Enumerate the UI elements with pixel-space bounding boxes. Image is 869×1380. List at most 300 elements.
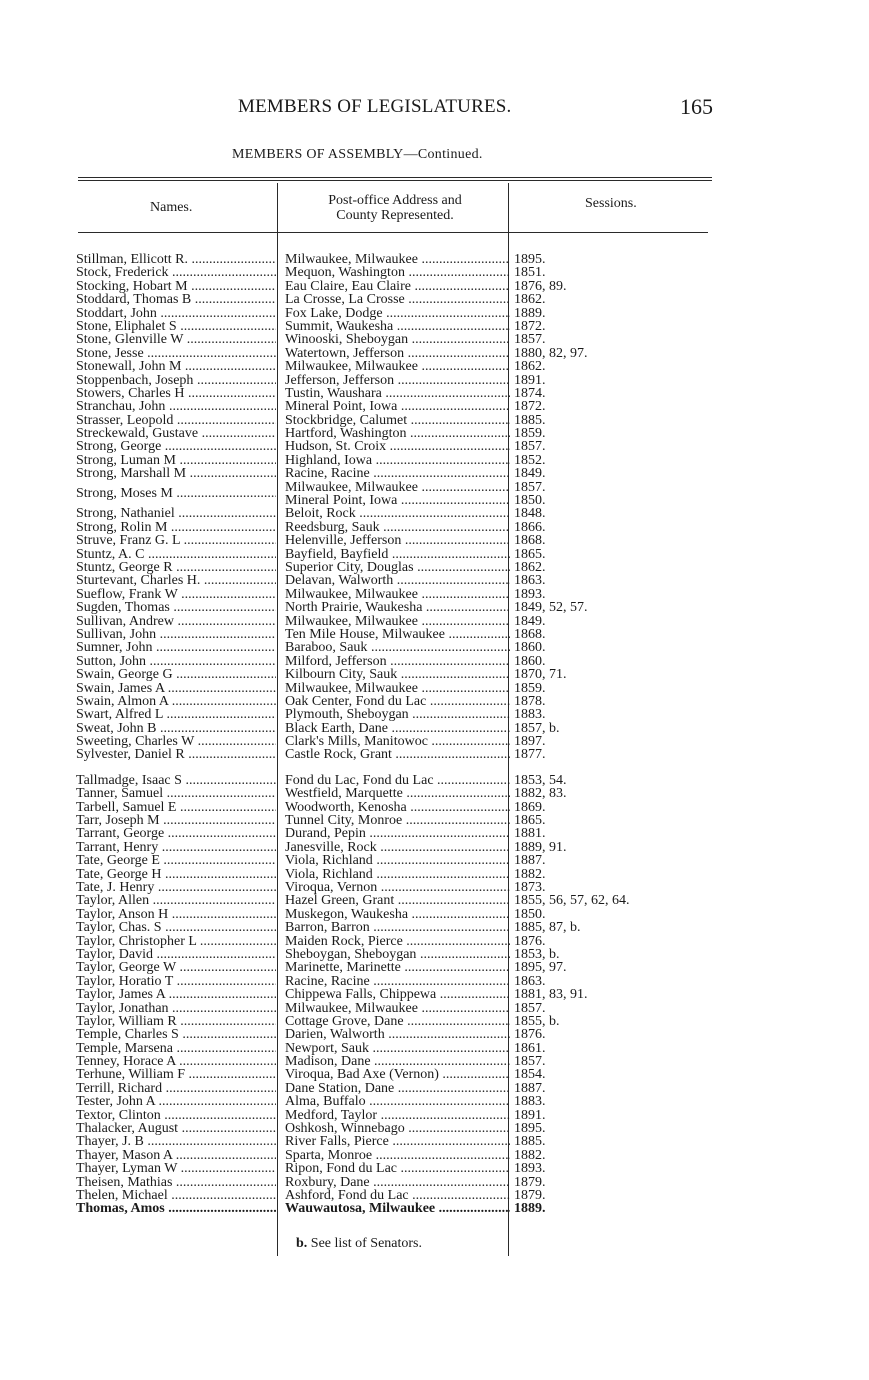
member-name: Swain, James A ..... (76, 682, 276, 695)
member-sessions: 1883. (514, 708, 546, 722)
top-rule (78, 177, 712, 178)
member-name: Theisen, Mathias ..... (76, 1176, 276, 1189)
member-name: Streckewald, Gustave ..... (76, 427, 276, 440)
member-name: Terhune, William F ..... (76, 1068, 276, 1081)
member-name: Thalacker, August ..... (76, 1122, 276, 1135)
table-row (76, 1109, 716, 1122)
table-row (76, 1189, 716, 1202)
member-name: Thayer, Mason A ..... (76, 1149, 276, 1162)
table-row (76, 708, 716, 721)
member-name: Stoppenbach, Joseph ..... (76, 374, 276, 387)
member-name: Temple, Charles S ..... (76, 1028, 276, 1041)
member-name: Sumner, John ..... (76, 641, 276, 654)
member-name: Stone, Glenville W ..... (76, 333, 276, 346)
member-sessions: 1868. (514, 534, 546, 548)
table-row (76, 266, 716, 279)
member-name: Struve, Franz G. L ..... (76, 534, 276, 547)
page-number: 165 (680, 94, 713, 119)
member-sessions: 1873. (514, 880, 546, 895)
table-row (76, 521, 716, 534)
table-row (76, 1055, 716, 1068)
member-sessions: 1895, 97. (514, 961, 567, 975)
member-name: Sugden, Thomas ..... (76, 601, 276, 614)
member-address: Watertown, Jefferson ..... (285, 347, 510, 360)
member-address: Milwaukee, Milwaukee ..... (285, 481, 510, 494)
table-row (76, 841, 716, 854)
member-name: Taylor, Jonathan ..... (76, 1002, 276, 1015)
member-address: Plymouth, Sheboygan ..... (285, 708, 510, 721)
column-header-names: Names. (150, 200, 193, 215)
member-name: Temple, Marsena ..... (76, 1042, 276, 1055)
member-sessions: 1852. (514, 453, 546, 468)
member-address: Durand, Pepin ..... (285, 827, 510, 840)
member-sessions: 1870, 71. (514, 668, 567, 682)
member-name: Thelen, Michael ..... (76, 1189, 276, 1202)
member-address: Racine, Racine ..... (285, 975, 510, 988)
column-header-address (284, 193, 506, 223)
table-row (76, 921, 716, 934)
member-address: Delavan, Walworth ..... (285, 574, 510, 587)
member-name: Textor, Clinton ..... (76, 1109, 276, 1122)
member-address: Oak Center, Fond du Lac ..... (285, 695, 510, 708)
table-row (76, 1162, 716, 1175)
member-sessions: 1853, 54. (514, 773, 567, 788)
member-sessions: 1879. (514, 1188, 546, 1203)
member-sessions: 1857, b. (514, 721, 560, 736)
member-sessions: 1897. (514, 735, 546, 749)
member-name: Tanner, Samuel ..... (76, 787, 276, 800)
table-row (76, 574, 716, 587)
member-address: Muskegon, Waukesha ..... (285, 908, 510, 921)
footnote (296, 1236, 422, 1252)
member-sessions: 1883. (514, 1095, 546, 1109)
member-address: Woodworth, Kenosha ..... (285, 801, 510, 814)
table-row (76, 948, 716, 961)
member-sessions: 1877. (514, 748, 546, 762)
member-sessions: 1857. (514, 1001, 546, 1015)
table-row (76, 320, 716, 333)
member-name: Tarrant, Henry ..... (76, 841, 276, 854)
member-name: Strong, George ..... (76, 440, 276, 453)
table-row (76, 454, 716, 467)
table-row (76, 827, 716, 840)
table-row (76, 1068, 716, 1081)
member-name: Sylvester, Daniel R ..... (76, 748, 276, 761)
table-row (76, 414, 716, 427)
member-name: Tarr, Joseph M ..... (76, 814, 276, 827)
member-sessions: 1889, 91. (514, 840, 567, 855)
member-sessions: 1859. (514, 681, 546, 695)
table-row (76, 1202, 716, 1215)
member-name: Stuntz, George R ..... (76, 561, 276, 574)
table-row (76, 1015, 716, 1028)
member-address: Highland, Iowa ..... (285, 454, 510, 467)
member-address: Newport, Sauk ..... (285, 1042, 510, 1055)
member-address: Milwaukee, Milwaukee ..... (285, 682, 510, 695)
member-name: Strong, Moses M ..... (76, 487, 276, 500)
member-name: Taylor, David ..... (76, 948, 276, 961)
member-address: Helenville, Jefferson ..... (285, 534, 510, 547)
table-row (76, 1002, 716, 1015)
member-address: Kilbourn City, Sauk ..... (285, 668, 510, 681)
member-name: Taylor, George W ..... (76, 961, 276, 974)
member-name: Sweeting, Charles W ..... (76, 735, 276, 748)
member-address: Oshkosh, Winnebago ..... (285, 1122, 510, 1135)
table-row (76, 1042, 716, 1055)
member-address: Milwaukee, Milwaukee ..... (285, 360, 510, 373)
table-row (76, 1095, 716, 1108)
member-sessions: 1854. (514, 1068, 546, 1082)
member-address: Stockbridge, Calumet ..... (285, 414, 510, 427)
member-sessions: 1889. (514, 1202, 546, 1216)
member-sessions: 1893. (514, 587, 546, 602)
table-row (76, 748, 716, 761)
member-address: Cottage Grove, Dane ..... (285, 1015, 510, 1028)
member-sessions: 1868. (514, 627, 546, 642)
member-name: Taylor, Horatio T ..... (76, 975, 276, 988)
member-name: Swart, Alfred L ..... (76, 708, 276, 721)
member-name: Strong, Marshall M ..... (76, 467, 276, 480)
member-name: Sweat, John B ..... (76, 722, 276, 735)
member-name: Stonewall, John M ..... (76, 360, 276, 373)
member-name: Strasser, Leopold ..... (76, 414, 276, 427)
member-sessions: 1872. (514, 319, 546, 334)
column-header-sessions: Sessions. (585, 196, 637, 211)
member-sessions: 1857. (514, 333, 546, 347)
table-row (76, 360, 716, 373)
member-name: Stone, Jesse ..... (76, 347, 276, 360)
member-sessions: 1876. (514, 1028, 546, 1042)
member-sessions: 1862. (514, 360, 546, 374)
member-address: North Prairie, Waukesha ..... (285, 601, 510, 614)
table-row (76, 548, 716, 561)
member-sessions: 1859. (514, 427, 546, 441)
member-name: Stranchau, John ..... (76, 400, 276, 413)
member-name: Terrill, Richard ..... (76, 1082, 276, 1095)
members-group-2 (76, 507, 716, 761)
member-sessions: 1872. (514, 400, 546, 414)
member-name: Taylor, Christopher L ..... (76, 935, 276, 948)
member-name: Strong, Nathaniel ..... (76, 507, 276, 520)
member-name: Tate, George E ..... (76, 854, 276, 867)
member-sessions: 1857. (514, 479, 546, 495)
member-name: Strong, Luman M ..... (76, 454, 276, 467)
table-row (76, 615, 716, 628)
running-header: MEMBERS OF LEGISLATURES. (238, 96, 512, 117)
member-name: Tallmadge, Isaac S ..... (76, 774, 276, 787)
table-row (76, 641, 716, 654)
member-sessions: 1857. (514, 1055, 546, 1069)
member-sessions: 1889. (514, 306, 546, 320)
table-row (76, 1176, 716, 1189)
member-sessions: 1880, 82, 97. (514, 346, 588, 361)
table-row (76, 854, 716, 867)
member-address: Sheboygan, Sheboygan ..... (285, 948, 510, 961)
member-address: Mequon, Washington ..... (285, 266, 510, 279)
member-address: Hartford, Washington ..... (285, 427, 510, 440)
member-name: Stoddard, Thomas B ..... (76, 293, 276, 306)
table-row (76, 1122, 716, 1135)
section-title: MEMBERS OF ASSEMBLY—Continued. (232, 147, 483, 162)
table-row (76, 467, 716, 480)
member-name: Sutton, John ..... (76, 655, 276, 668)
member-address: Roxbury, Dane ..... (285, 1176, 510, 1189)
table-row (76, 894, 716, 907)
member-address: Viroqua, Bad Axe (Vernon) ..... (285, 1068, 510, 1081)
member-name: Sullivan, John ..... (76, 628, 276, 641)
member-address: Sparta, Monroe ..... (285, 1149, 510, 1162)
table-row (76, 668, 716, 681)
member-address: Racine, Racine ..... (285, 467, 510, 480)
table-row (76, 722, 716, 735)
top-rule-double (78, 180, 712, 181)
member-address: River Falls, Pierce ..... (285, 1135, 510, 1148)
member-address: Summit, Waukesha ..... (285, 320, 510, 333)
member-sessions: 1849. (514, 614, 546, 628)
member-sessions: 1869. (514, 800, 546, 815)
member-name: Tester, John A ..... (76, 1095, 276, 1108)
member-sessions: 1863. (514, 574, 546, 588)
member-sessions: 1850. (514, 493, 546, 509)
table-row (76, 440, 716, 453)
member-address: Viroqua, Vernon ..... (285, 881, 510, 894)
member-address: Madison, Dane ..... (285, 1055, 510, 1068)
column-header-address-line1: Post-office Address and (328, 193, 462, 208)
table-row (76, 280, 716, 293)
group-spacer (76, 762, 716, 774)
member-name: Thayer, Lyman W ..... (76, 1162, 276, 1175)
table-row (76, 427, 716, 440)
table-row (76, 481, 716, 508)
member-sessions: 1882, 83. (514, 787, 567, 801)
table-row (76, 1028, 716, 1041)
member-sessions: 1895. (514, 253, 546, 267)
table-row (76, 908, 716, 921)
member-address: La Crosse, La Crosse ..... (285, 293, 510, 306)
member-name: Taylor, James A ..... (76, 988, 276, 1001)
member-address: Barron, Barron ..... (285, 921, 510, 934)
member-address: Reedsburg, Sauk ..... (285, 521, 510, 534)
member-sessions: 1882. (514, 867, 546, 881)
table-row (76, 507, 716, 520)
table-row (76, 628, 716, 641)
member-address: Jefferson, Jefferson ..... (285, 374, 510, 387)
member-sessions: 1860. (514, 641, 546, 655)
footnote-text: See list of Senators. (310, 1236, 423, 1251)
member-sessions: 1878. (514, 694, 546, 709)
table-row (76, 655, 716, 668)
table-row (76, 561, 716, 574)
member-address: Milwaukee, Milwaukee ..... (285, 1002, 510, 1015)
table-row (76, 975, 716, 988)
member-sessions: 1891. (514, 1108, 546, 1123)
member-name: Swain, George G ..... (76, 668, 276, 681)
member-address: Dane Station, Dane ..... (285, 1082, 510, 1095)
member-address: Milford, Jefferson ..... (285, 655, 510, 668)
member-sessions: 1882. (514, 1148, 546, 1163)
table-row (76, 787, 716, 800)
member-name: Tarrant, George ..... (76, 827, 276, 840)
member-name: Tate, J. Henry ..... (76, 881, 276, 894)
member-sessions: 1850. (514, 907, 546, 922)
table-row (76, 774, 716, 787)
table-row (76, 387, 716, 400)
table-row (76, 1149, 716, 1162)
member-name: Sullivan, Andrew ..... (76, 615, 276, 628)
member-sessions: 1861. (514, 1041, 546, 1056)
member-address: Tustin, Waushara ..... (285, 387, 510, 400)
member-sessions: 1879. (514, 1175, 546, 1189)
member-name: Stocking, Hobart M ..... (76, 280, 276, 293)
table-row (76, 801, 716, 814)
member-address: Ripon, Fond du Lac ..... (285, 1162, 510, 1175)
member-address: Viola, Richland ..... (285, 868, 510, 881)
member-address: Ten Mile House, Milwaukee ..... (285, 628, 510, 641)
member-name: Stone, Eliphalet S ..... (76, 320, 276, 333)
member-address: Bayfield, Bayfield ..... (285, 548, 510, 561)
table-row (76, 935, 716, 948)
table-row (76, 253, 716, 266)
member-sessions: 1893. (514, 1162, 546, 1176)
member-sessions: 1874. (514, 386, 546, 401)
member-address: Chippewa Falls, Chippewa ..... (285, 988, 510, 1001)
members-group-1 (76, 253, 716, 481)
member-name: Thayer, J. B ..... (76, 1135, 276, 1148)
member-sessions: 1885. (514, 413, 546, 428)
member-name: Taylor, William R ..... (76, 1015, 276, 1028)
table-row (76, 534, 716, 547)
member-sessions: 1855, 56, 57, 62, 64. (514, 894, 630, 908)
member-name: Tate, George H ..... (76, 868, 276, 881)
member-sessions: 1862. (514, 561, 546, 575)
member-address: Mineral Point, Iowa ..... (285, 400, 510, 413)
member-name: Sueflow, Frank W ..... (76, 588, 276, 601)
member-address: Milwaukee, Milwaukee ..... (285, 253, 510, 266)
table-row (76, 307, 716, 320)
member-sessions: 1881, 83, 91. (514, 988, 588, 1002)
member-sessions: 1887. (514, 1081, 546, 1096)
member-name: Taylor, Anson H ..... (76, 908, 276, 921)
member-sessions: 1849, 52, 57. (514, 601, 588, 615)
member-address: Beloit, Rock ..... (285, 507, 510, 520)
member-address: Janesville, Rock ..... (285, 841, 510, 854)
member-address: Tunnel City, Monroe ..... (285, 814, 510, 827)
member-sessions: 1887. (514, 854, 546, 868)
member-address: Clark's Mills, Manitowoc ..... (285, 735, 510, 748)
member-name: Thomas, Amos ..... (76, 1202, 276, 1215)
member-sessions: 1855, b. (514, 1014, 560, 1029)
member-address: Fox Lake, Dodge ..... (285, 307, 510, 320)
member-address: Alma, Buffalo ..... (285, 1095, 510, 1108)
member-address: Hazel Green, Grant ..... (285, 894, 510, 907)
member-address: Mineral Point, Iowa ..... (285, 494, 510, 507)
column-header-address-line2: County Represented. (336, 208, 454, 223)
member-address: Ashford, Fond du Lac ..... (285, 1189, 510, 1202)
member-sessions: 1848. (514, 507, 546, 521)
member-address: Hudson, St. Croix ..... (285, 440, 510, 453)
member-sessions: 1876. (514, 934, 546, 948)
member-address: Viola, Richland ..... (285, 854, 510, 867)
member-name: Sturtevant, Charles H. ..... (76, 574, 276, 587)
member-sessions: 1851. (514, 266, 546, 280)
table-row (76, 333, 716, 346)
member-address: Marinette, Marinette ..... (285, 961, 510, 974)
member-sessions: 1881. (514, 827, 546, 841)
member-sessions: 1865. (514, 814, 546, 828)
member-address: Castle Rock, Grant ..... (285, 748, 510, 761)
member-address: Superior City, Douglas ..... (285, 561, 510, 574)
member-name: Swain, Almon A ..... (76, 695, 276, 708)
member-name: Stuntz, A. C ..... (76, 548, 276, 561)
member-address: Baraboo, Sauk ..... (285, 641, 510, 654)
table-row (76, 293, 716, 306)
member-address: Darien, Walworth ..... (285, 1028, 510, 1041)
member-sessions: 1849. (514, 467, 546, 481)
member-sessions: 1895. (514, 1122, 546, 1136)
table-row (76, 347, 716, 360)
member-sessions: 1865. (514, 547, 546, 562)
table-row (76, 988, 716, 1001)
table-row (76, 881, 716, 894)
member-name: Stillman, Ellicott R. ..... (76, 253, 276, 266)
member-sessions: 1885. (514, 1135, 546, 1149)
member-name: Stowers, Charles H ..... (76, 387, 276, 400)
table-row (76, 400, 716, 413)
member-address: Medford, Taylor ..... (285, 1109, 510, 1122)
member-address: Fond du Lac, Fond du Lac ..... (285, 774, 510, 787)
member-sessions: 1853, b. (514, 947, 560, 962)
table-row (76, 735, 716, 748)
members-group-3 (76, 774, 716, 1216)
member-name: Stock, Frederick ..... (76, 266, 276, 279)
member-name: Stoddart, John ..... (76, 307, 276, 320)
table-row (76, 374, 716, 387)
table-row (76, 1135, 716, 1148)
member-sessions: 1866. (514, 520, 546, 535)
table-row (76, 814, 716, 827)
member-address: Winooski, Sheboygan ..... (285, 333, 510, 346)
members-table (76, 253, 716, 1216)
member-address: Black Earth, Dane ..... (285, 722, 510, 735)
member-sessions: 1860. (514, 654, 546, 669)
member-sessions: 1891. (514, 373, 546, 387)
member-name: Strong, Rolin M ..... (76, 521, 276, 534)
table-row (76, 682, 716, 695)
member-address: Westfield, Marquette ..... (285, 787, 510, 800)
member-name: Tarbell, Samuel E ..... (76, 801, 276, 814)
header-bottom-rule (78, 232, 708, 233)
member-sessions: 1857. (514, 440, 546, 454)
member-address: Maiden Rock, Pierce ..... (285, 935, 510, 948)
footnote-marker: b. (296, 1236, 308, 1251)
member-address: Milwaukee, Milwaukee ..... (285, 615, 510, 628)
member-sessions: 1862. (514, 293, 546, 307)
member-sessions: 1876, 89. (514, 279, 567, 294)
member-name: Tenney, Horace A ..... (76, 1055, 276, 1068)
member-sessions: 1863. (514, 974, 546, 989)
table-row (76, 868, 716, 881)
member-name: Taylor, Chas. S ..... (76, 921, 276, 934)
table-row (76, 1082, 716, 1095)
member-address: Eau Claire, Eau Claire ..... (285, 280, 510, 293)
table-row (76, 588, 716, 601)
table-row (76, 601, 716, 614)
member-address: Wauwautosa, Milwaukee ..... (285, 1202, 510, 1215)
member-address: Milwaukee, Milwaukee ..... (285, 588, 510, 601)
member-name: Taylor, Allen ..... (76, 894, 276, 907)
table-row (76, 961, 716, 974)
table-row (76, 695, 716, 708)
